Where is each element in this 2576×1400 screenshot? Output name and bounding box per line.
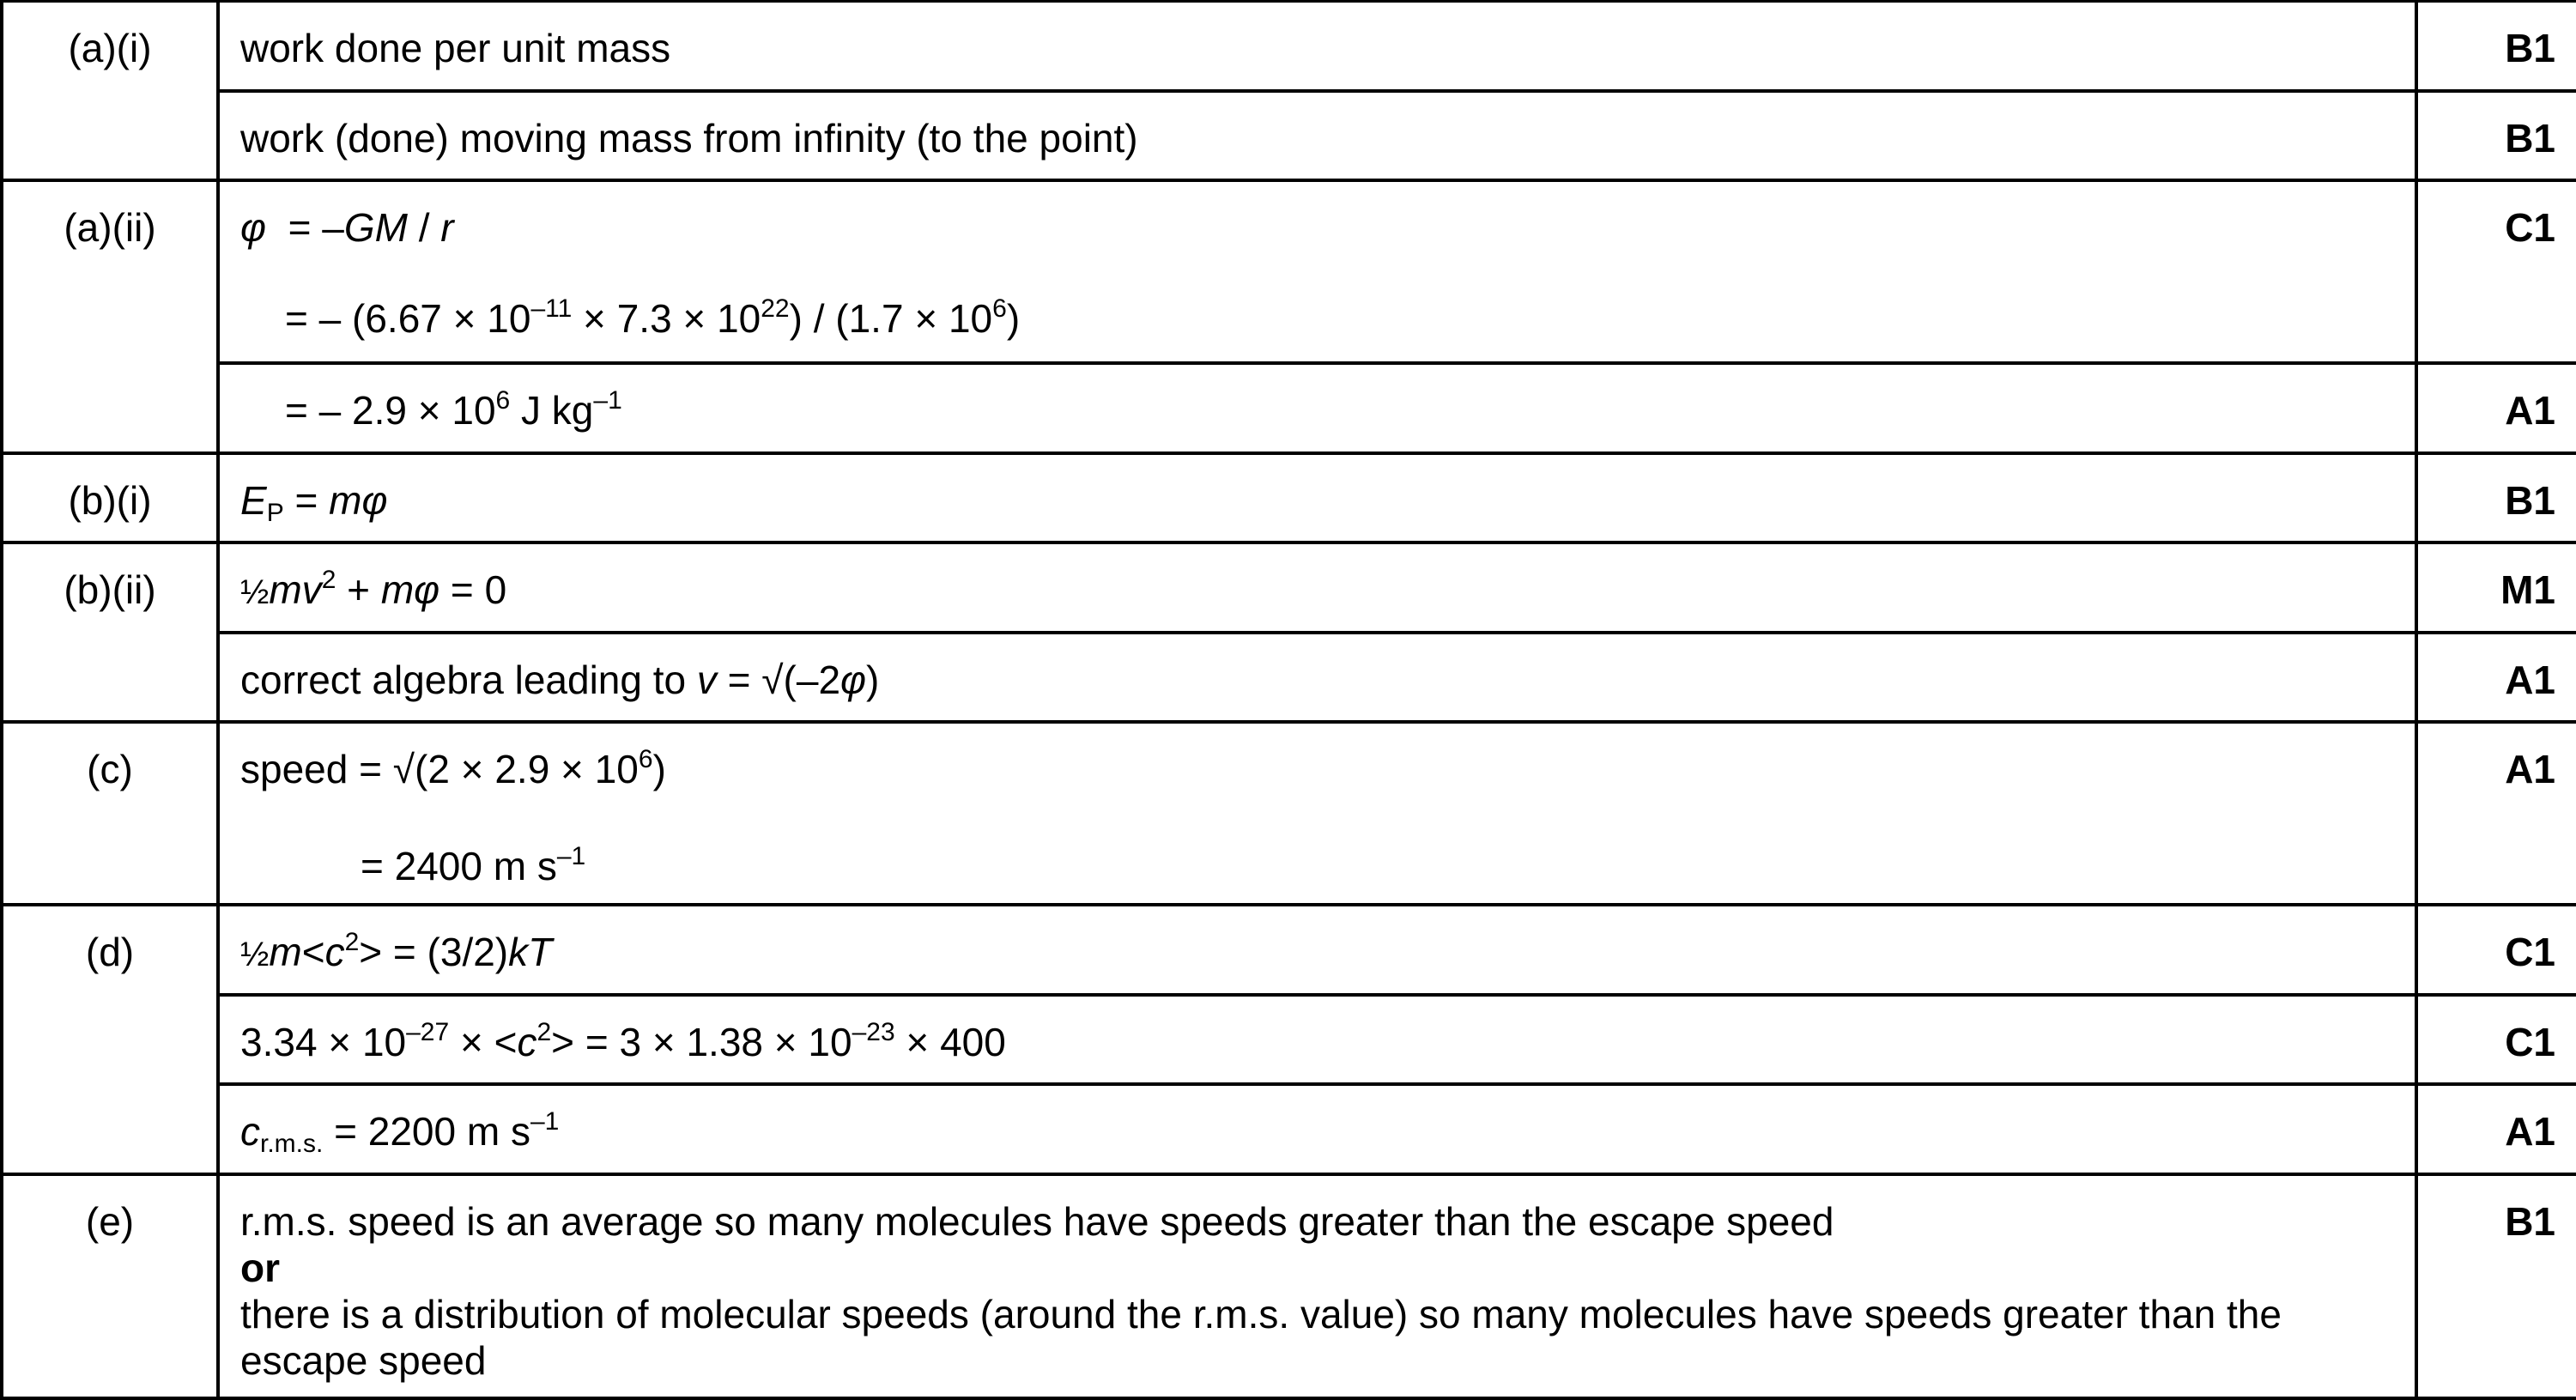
table-row (2, 1174, 2576, 1398)
table-row (2, 905, 2576, 994)
part-label: (d) (2, 905, 218, 1173)
table-row (2, 542, 2576, 632)
equation-part: c (324, 930, 345, 975)
equation-part: > = (3/2) (359, 930, 509, 975)
equation-part: × < (449, 1019, 518, 1064)
mark-cell: B1 (2416, 91, 2576, 180)
equation-line (240, 746, 2415, 798)
answer-text: there is a distribution of molecular speeds (around the r.m.s. value) so many molecules have speeds greater than the (240, 1291, 2282, 1336)
part-label: (c) (2, 722, 218, 905)
equation-line (240, 388, 622, 433)
equation-part: ) / (1.7 × 10 (789, 296, 993, 342)
exponent: –11 (530, 294, 573, 324)
answer-text: escape speed (240, 1337, 487, 1383)
table-row (2, 2, 2576, 91)
answer-cell (218, 453, 2416, 542)
exponent: –1 (530, 1107, 560, 1136)
equation-line (240, 843, 2415, 895)
mark-cell: C1 (2416, 995, 2576, 1084)
subscript: P (266, 498, 284, 527)
equation-part: mφ (380, 567, 440, 613)
part-label: (a)(i) (2, 2, 218, 181)
answer-cell (218, 995, 2416, 1084)
equation-part: mv (269, 567, 322, 613)
equation-part: speed = √(2 × 2.9 × 10 (240, 747, 639, 792)
mark-cell: C1 (2416, 180, 2576, 363)
or-separator: or (240, 1245, 280, 1290)
mark-cell: A1 (2416, 1084, 2576, 1173)
exponent: 2 (344, 928, 360, 957)
phi-symbol: φ (840, 657, 867, 702)
answer-cell (218, 91, 2416, 180)
mark-cell: B1 (2416, 453, 2576, 542)
table-row (2, 363, 2576, 452)
answer-text: work done per unit mass (240, 26, 671, 70)
equation-part: < (301, 930, 325, 975)
equation-part: v (696, 657, 717, 702)
half-symbol: ½ (240, 936, 270, 974)
equation-part: × 400 (894, 1019, 1006, 1064)
table-row (2, 1084, 2576, 1173)
answer-cell (218, 363, 2416, 452)
part-label: (b)(i) (2, 453, 218, 542)
exponent: –1 (593, 386, 622, 415)
equation-part: > = 3 × 1.38 × 10 (551, 1019, 852, 1064)
mark-cell: A1 (2416, 722, 2576, 905)
table-row (2, 453, 2576, 542)
mark-cell: B1 (2416, 1174, 2576, 1398)
equation-part: = (283, 477, 330, 523)
answer-cell (218, 1084, 2416, 1173)
equation-part: = √(–2 (716, 657, 841, 702)
half-symbol: ½ (240, 573, 270, 612)
phi-symbol: φ (240, 205, 267, 251)
equation-part: + (336, 567, 381, 613)
equation-part: mφ (329, 477, 388, 523)
equation-part: ) (1006, 296, 1021, 342)
equation-line (240, 295, 2415, 348)
equation-part: m (269, 930, 302, 975)
exponent: –23 (852, 1017, 895, 1046)
answer-cell (218, 1174, 2416, 1398)
table-row (2, 91, 2576, 180)
equation-part: = 0 (439, 567, 507, 613)
equation-part: r (440, 205, 454, 251)
equation-part: = 2400 m s (361, 844, 557, 889)
equation-part: c (517, 1019, 537, 1064)
exponent: 6 (638, 745, 653, 774)
equation-part: / (407, 205, 441, 251)
table-row (2, 722, 2576, 905)
exponent: 6 (992, 294, 1007, 324)
equation-part: = – (6.67 × 10 (285, 296, 531, 342)
equation-part: kT (508, 930, 553, 975)
exponent: –27 (406, 1017, 450, 1046)
equation-part: ) (652, 747, 666, 792)
equation-part: ) (866, 657, 880, 702)
equation-part: E (240, 477, 267, 523)
equation-part: J kg (510, 388, 594, 433)
mark-cell: C1 (2416, 905, 2576, 994)
equation-part: GM (343, 205, 408, 251)
equation-part: = 2200 m s (323, 1109, 530, 1155)
part-label: (a)(ii) (2, 180, 218, 452)
answer-cell (218, 180, 2416, 363)
answer-text: work (done) moving mass from infinity (to the point) (240, 115, 1138, 161)
mark-cell: A1 (2416, 633, 2576, 722)
mark-cell: A1 (2416, 363, 2576, 452)
answer-cell (218, 542, 2416, 632)
part-label: (e) (2, 1174, 218, 1398)
answer-cell (218, 722, 2416, 905)
table-row (2, 995, 2576, 1084)
mark-cell: M1 (2416, 542, 2576, 632)
exponent: –1 (556, 842, 586, 871)
equation-part: = – 2.9 × 10 (285, 388, 496, 433)
exponent: 2 (536, 1017, 552, 1046)
answer-text: r.m.s. speed is an average so many molecules have speeds greater than the escape speed (240, 1198, 1834, 1244)
exponent: 22 (761, 294, 790, 324)
mark-cell: B1 (2416, 2, 2576, 91)
subscript: r.m.s. (260, 1130, 324, 1159)
table-row (2, 180, 2576, 363)
table-row (2, 633, 2576, 722)
answer-text: correct algebra leading to (240, 657, 697, 702)
part-label: (b)(ii) (2, 542, 218, 722)
equation-part: c (240, 1109, 260, 1155)
equation-part: = – (266, 205, 344, 251)
answer-cell (218, 2, 2416, 91)
equation-part: 3.34 × 10 (240, 1019, 407, 1064)
exponent: 2 (321, 566, 336, 595)
answer-cell (218, 633, 2416, 722)
equation-line (240, 204, 2415, 251)
answer-cell (218, 905, 2416, 994)
equation-part: × 7.3 × 10 (572, 296, 761, 342)
exponent: 6 (495, 386, 511, 415)
